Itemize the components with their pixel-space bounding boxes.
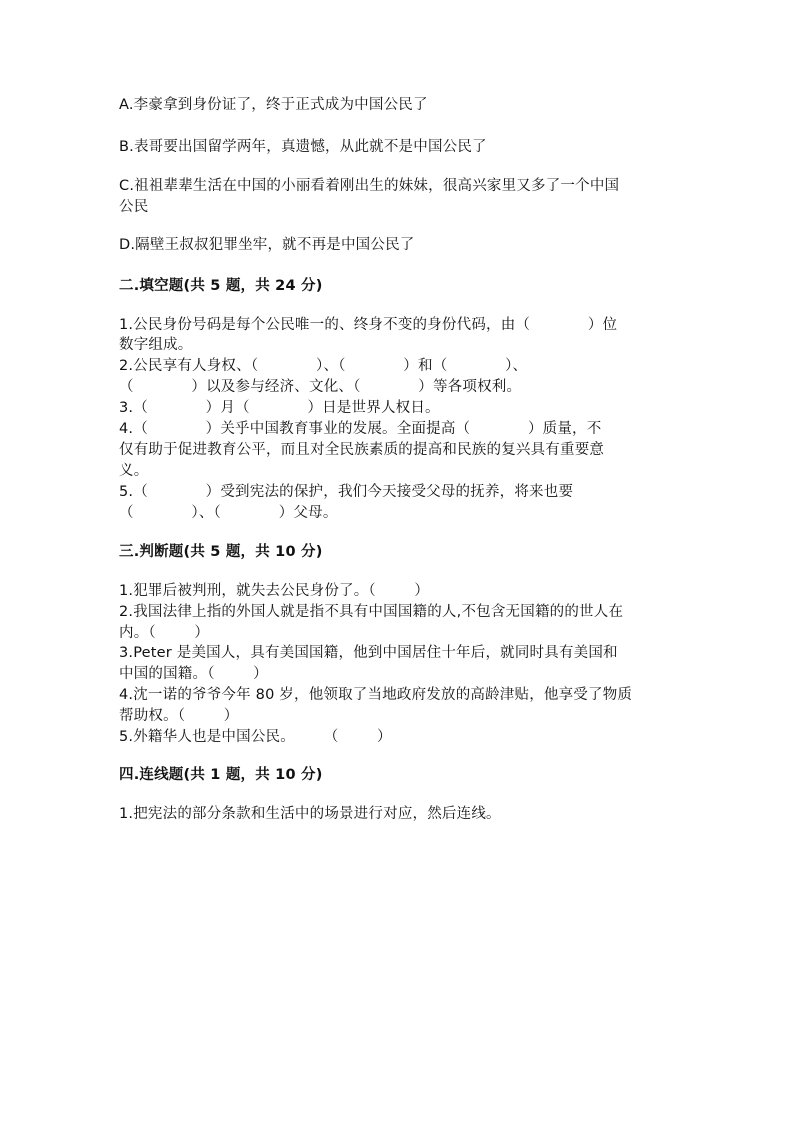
section-heading-true-false: 三.判断题(共 5 题，共 10 分) [119, 544, 323, 560]
judge-q4-line2: 帮助权。（ ） [119, 708, 239, 724]
judge-q2-line1: 2.我国法律上指的外国人就是指不具有中国国籍的人,不包含无国籍的的世人在 [119, 604, 624, 620]
option-c-line2: 公民 [119, 199, 149, 215]
option-d: D.隔壁王叔叔犯罪坐牢，就不再是中国公民了 [119, 237, 415, 253]
fill-q2-line1: 2.公民享有人身权、（ ）、（ ）和（ ）、 [119, 358, 528, 374]
fill-q2-line2: （ ）以及参与经济、文化、（ ）等各项权利。 [119, 379, 522, 395]
fill-q5-line2: （ ）、（ ）父母。 [119, 505, 338, 521]
judge-q3-line1: 3.Peter 是美国人，具有美国国籍，他到中国居住十年后，就同时具有美国和 [119, 645, 618, 661]
section-heading-fill-blank: 二.填空题(共 5 题，共 24 分) [119, 278, 323, 294]
fill-q4-line1: 4.（ ）关乎中国教育事业的发展。全面提高（ ）质量，不 [119, 421, 602, 437]
fill-q5-line1: 5.（ ）受到宪法的保护，我们今天接受父母的抚养，将来也要 [119, 484, 574, 500]
fill-q4-line3: 义。 [119, 463, 149, 479]
section-heading-matching: 四.连线题(共 1 题，共 10 分) [119, 767, 323, 783]
judge-q3-line2: 中国的国籍。（ ） [119, 666, 268, 682]
fill-q4-line2: 仅有助于促进教育公平，而且对全民族素质的提高和民族的复兴具有重要意 [119, 442, 605, 458]
fill-q3: 3.（ ）月（ ）日是世界人权日。 [119, 400, 440, 416]
judge-q1: 1.犯罪后被判刑，就失去公民身份了。（ ） [119, 583, 430, 599]
fill-q1-line1: 1.公民身份号码是每个公民唯一的、终身不变的身份代码，由（ ）位 [119, 317, 618, 333]
match-q1: 1.把宪法的部分条款和生活中的场景进行对应，然后连线。 [119, 806, 501, 822]
option-a: A.李豪拿到身份证了，终于正式成为中国公民了 [119, 97, 428, 113]
option-b: B.表哥要出国留学两年，真遗憾，从此就不是中国公民了 [119, 139, 487, 155]
fill-q1-line2: 数字组成。 [119, 337, 193, 353]
option-c-line1: C.祖祖辈辈生活在中国的小丽看着刚出生的妹妹，很高兴家里又多了一个中国 [119, 178, 620, 194]
judge-q4-line1: 4.沈一诺的爷爷今年 80 岁，他领取了当地政府发放的高龄津贴，他享受了物质 [119, 687, 633, 703]
judge-q2-line2: 内。（ ） [119, 625, 210, 641]
judge-q5: 5.外籍华人也是中国公民。 （ ） [119, 729, 392, 745]
